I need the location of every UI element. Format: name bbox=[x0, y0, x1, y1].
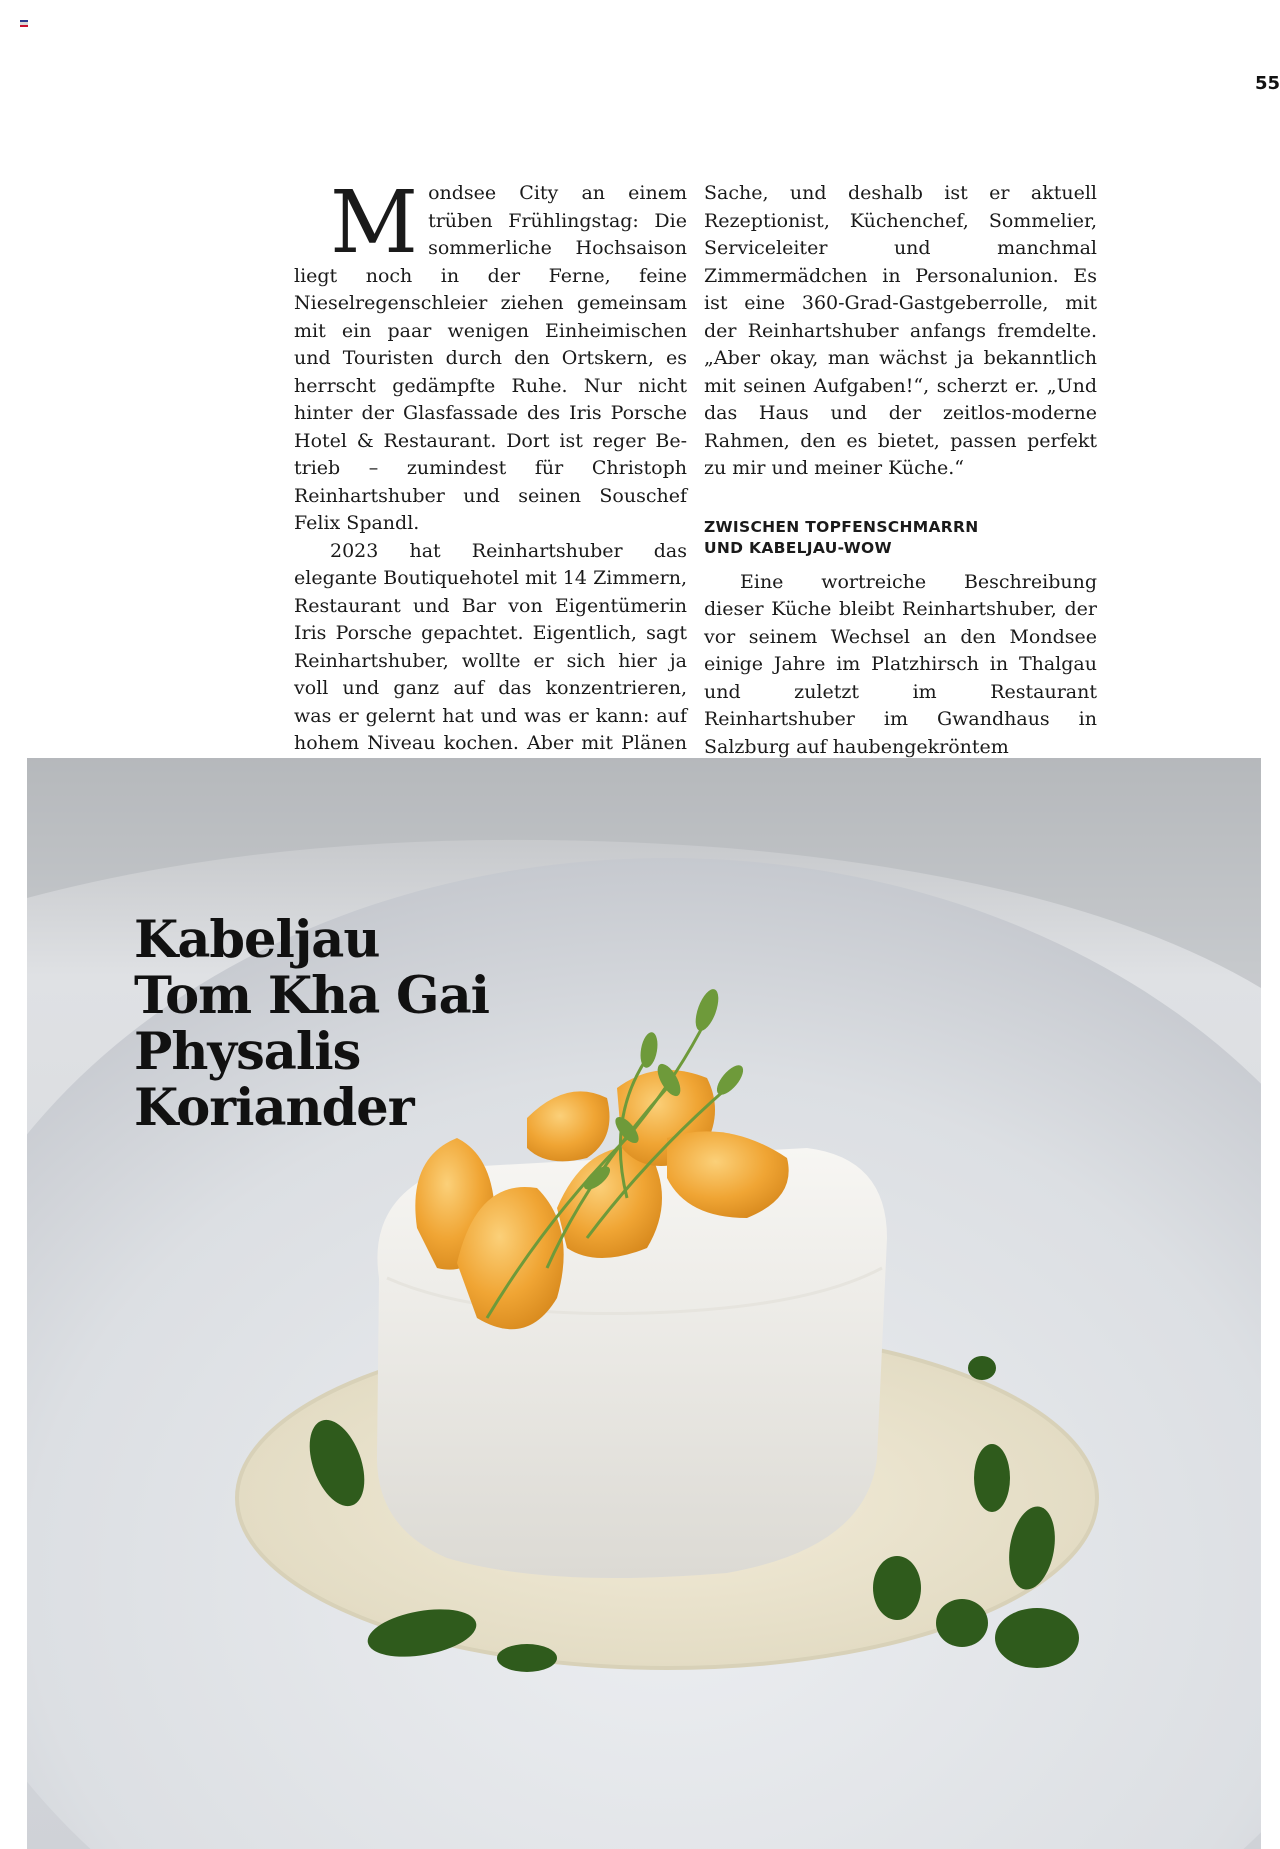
article-column-right bbox=[704, 180, 1097, 761]
section-subheading bbox=[704, 517, 1097, 559]
dish-title-line: Koriander bbox=[134, 1078, 414, 1138]
subheading-line: ZWISCHEN TOPFENSCHMARRN bbox=[704, 517, 979, 536]
article-column-left bbox=[294, 173, 687, 785]
paragraph-text: ondsee City an einem trüben Frühlingstag: Die sommerliche Hochsaison liegt noch in der Ferne, feine Nieselregenschleier ziehen gemeinsam mit ein paar wenigen Einheimischen und Touristen durch den Ortskern, es herrscht gedämpfte Ruhe. Nur nicht hinter der Glasfassade des Iris Porsche Hotel & Restaurant. Dort ist reger Betrieb – zumindest für Christoph Reinhartshuber und seinen Souschef Felix Spandl. bbox=[294, 182, 687, 534]
language-flag-icon bbox=[20, 20, 28, 27]
article-paragraph: 2023 hat Reinhartshuber das elegante Boutiquehotel mit 14 Zimmern, Restaurant und Bar von Eigentümerin Iris Porsche gepachtet. Eigentlich, sagt Reinhartshuber, wollte er sich hier ja voll und ganz auf das konzentrieren, was er gelernt hat und was er kann: auf hohem Niveau kochen. Aber mit Plänen bbox=[294, 539, 687, 754]
subheading-line: UND KABELJAU-WOW bbox=[704, 538, 892, 557]
dish-title bbox=[134, 912, 489, 1136]
dish-title-line: Kabeljau bbox=[134, 910, 380, 970]
page-number: 55 bbox=[1254, 73, 1280, 94]
drop-cap: M bbox=[330, 173, 419, 273]
dish-title-line: Tom Kha Gai bbox=[134, 966, 490, 1026]
article-paragraph bbox=[294, 173, 687, 538]
article-paragraph: Eine wortreiche Beschreibung dieser Küche bleibt Reinhartshuber, der vor seinem Wechsel an den Mondsee einige Jahre im Platzhirsch in Thalgau und zuletzt im Restaurant Reinhartshuber im Gwandhaus in Salzburg auf haubengekröntem bbox=[704, 570, 1097, 758]
article-paragraph: Sache, und deshalb ist er aktuell Rezeptionist, Küchenchef, Sommelier, Serviceleiter und manchmal Zimmermädchen in Personalunion. Es ist eine 360-Grad-Gastgeberrolle, mit der Reinhartshuber anfangs fremdelte. „Aber okay, man wächst ja bekanntlich mit seinen Aufgaben!“, scherzt er. „Und das Haus und der zeitlos-moderne Rahmen, den es bietet, passen perfekt zu mir und meiner Küche.“ bbox=[704, 182, 1097, 479]
flag-stripe-bottom bbox=[20, 25, 28, 27]
dish-title-line: Physalis bbox=[134, 1022, 361, 1082]
